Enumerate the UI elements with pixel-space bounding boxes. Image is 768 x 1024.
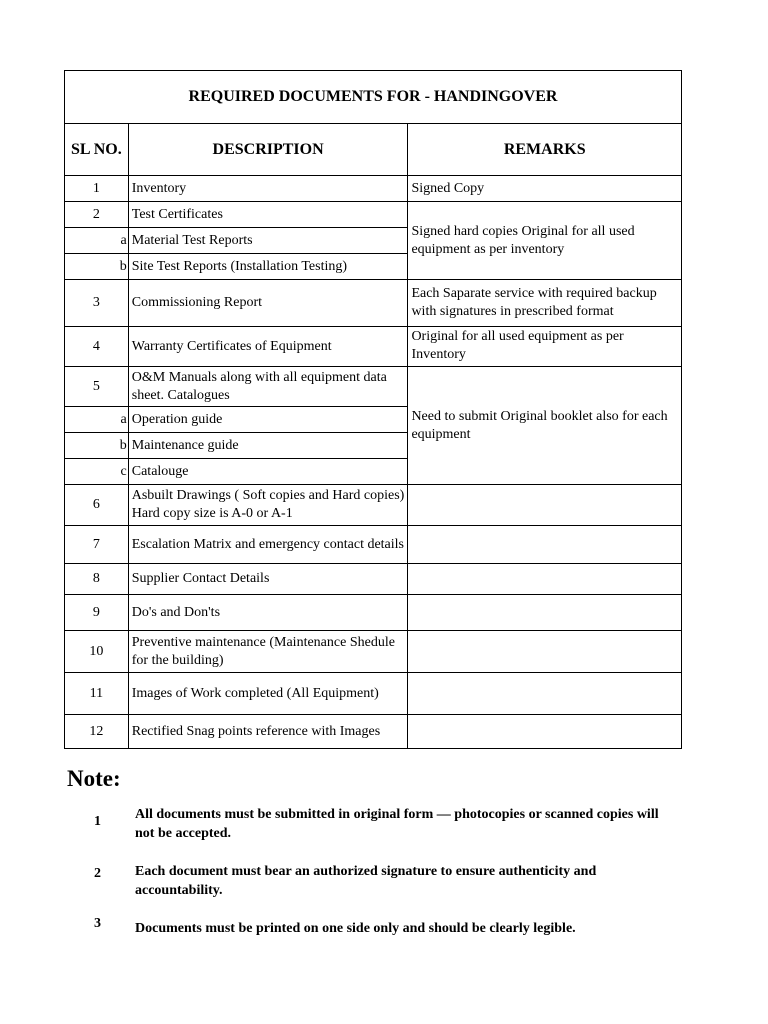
row-description: Rectified Snag points reference with Images — [128, 715, 408, 749]
row-remarks: Each Saparate service with required backup with signatures in prescribed format — [408, 280, 682, 327]
row-remarks: Need to submit Original booklet also for each equipment — [408, 367, 682, 485]
note-number: 2 — [94, 866, 101, 881]
row-remarks: Signed Copy — [408, 176, 682, 202]
row-sl: b — [65, 254, 129, 280]
row-description: O&M Manuals along with all equipment data sheet. Catalogues — [128, 367, 408, 407]
row-sl: 11 — [65, 673, 129, 715]
row-remarks-empty — [408, 715, 682, 749]
table-row — [65, 715, 682, 749]
table-row — [65, 564, 682, 595]
row-sl: 7 — [65, 526, 129, 564]
table-row — [65, 595, 682, 631]
table-row — [65, 280, 682, 327]
header-remarks: REMARKS — [408, 124, 682, 176]
row-sl: a — [65, 228, 129, 254]
table-title: REQUIRED DOCUMENTS FOR - HANDINGOVER — [65, 71, 682, 124]
table-row — [65, 526, 682, 564]
row-description: Inventory — [128, 176, 408, 202]
row-remarks-empty — [408, 485, 682, 526]
row-description: Images of Work completed (All Equipment) — [128, 673, 408, 715]
row-remarks-empty — [408, 595, 682, 631]
row-description: Preventive maintenance (Maintenance Shedule for the building) — [128, 631, 408, 673]
row-remarks-empty — [408, 631, 682, 673]
row-sl: c — [65, 459, 129, 485]
header-sl-no: SL NO. — [65, 124, 129, 176]
row-sl: 8 — [65, 564, 129, 595]
row-remarks: Original for all used equipment as per Inventory — [408, 327, 682, 367]
row-description: Supplier Contact Details — [128, 564, 408, 595]
note-text: Documents must be printed on one side only and should be clearly legible. — [135, 921, 576, 936]
row-remarks: Signed hard copies Original for all used equipment as per inventory — [408, 202, 682, 280]
row-remarks-empty — [408, 526, 682, 564]
row-description: Asbuilt Drawings ( Soft copies and Hard copies) Hard copy size is A-0 or A-1 — [128, 485, 408, 526]
table-title-row — [65, 71, 682, 124]
table-row — [65, 202, 682, 228]
note-number: 1 — [94, 814, 101, 829]
table-header-row — [65, 124, 682, 176]
row-sl: 4 — [65, 327, 129, 367]
row-description: Warranty Certificates of Equipment — [128, 327, 408, 367]
table-row — [65, 327, 682, 367]
table-row — [65, 176, 682, 202]
row-description: Test Certificates — [128, 202, 408, 228]
table-row — [65, 631, 682, 673]
header-description: DESCRIPTION — [128, 124, 408, 176]
row-description: Maintenance guide — [128, 433, 408, 459]
row-description: Do's and Don'ts — [128, 595, 408, 631]
row-sl: 3 — [65, 280, 129, 327]
row-sl: 2 — [65, 202, 129, 228]
row-sl: b — [65, 433, 129, 459]
row-description: Catalouge — [128, 459, 408, 485]
row-description: Site Test Reports (Installation Testing) — [128, 254, 408, 280]
row-sl: 12 — [65, 715, 129, 749]
note-heading: Note: — [67, 766, 121, 791]
row-description: Commissioning Report — [128, 280, 408, 327]
row-sl: a — [65, 407, 129, 433]
row-remarks-empty — [408, 564, 682, 595]
row-description: Operation guide — [128, 407, 408, 433]
row-description: Escalation Matrix and emergency contact details — [128, 526, 408, 564]
row-sl: 1 — [65, 176, 129, 202]
row-sl: 6 — [65, 485, 129, 526]
note-text: All documents must be submitted in original form — photocopies or scanned copies will not be accepted. — [135, 807, 659, 841]
table-row — [65, 367, 682, 407]
note-text: Each document must bear an authorized signature to ensure authenticity and accountability. — [135, 864, 597, 898]
handover-documents-table — [64, 70, 682, 749]
row-description: Material Test Reports — [128, 228, 408, 254]
row-sl: 10 — [65, 631, 129, 673]
note-number: 3 — [94, 916, 101, 931]
table-row — [65, 673, 682, 715]
table-row — [65, 485, 682, 526]
row-sl: 9 — [65, 595, 129, 631]
row-sl: 5 — [65, 367, 129, 407]
row-remarks-empty — [408, 673, 682, 715]
